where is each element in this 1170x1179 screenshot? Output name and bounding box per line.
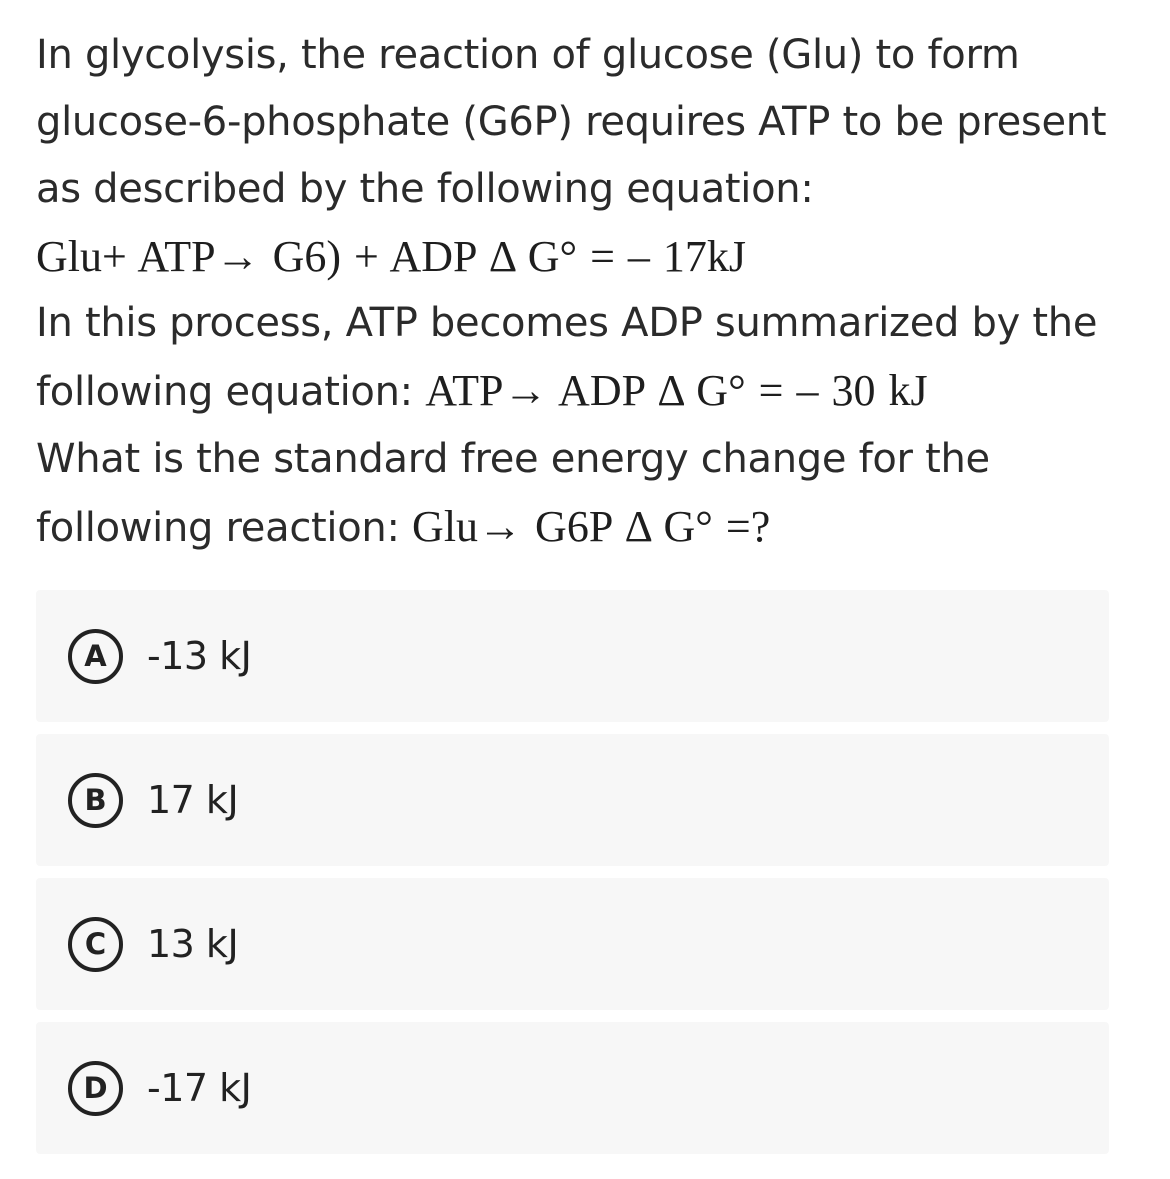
option-label: -17 kJ — [147, 1066, 252, 1110]
option-letter-badge: D — [68, 1061, 123, 1116]
option-a[interactable] — [36, 590, 1109, 722]
option-letter-badge: C — [68, 917, 123, 972]
question-line: What is the standard free energy change for the — [36, 436, 990, 482]
option-letter-badge: B — [68, 773, 123, 828]
equation-glu-g6p: Glu→ G6P Δ G° =? — [412, 502, 771, 551]
option-d[interactable] — [36, 1022, 1109, 1154]
option-label: -13 kJ — [147, 634, 252, 678]
option-label: 17 kJ — [147, 778, 239, 822]
option-letter-badge: A — [68, 629, 123, 684]
question-text-segment: following equation: — [36, 369, 426, 415]
question-text-segment: following reaction: — [36, 505, 413, 551]
answer-options — [36, 590, 1109, 1166]
question-line: In glycolysis, the reaction of glucose (Glu) to form — [36, 32, 1020, 78]
question-line-with-equation — [36, 493, 1126, 562]
question-line: In this process, ATP becomes ADP summarized by the — [36, 300, 1098, 346]
option-label: 13 kJ — [147, 922, 239, 966]
option-c[interactable] — [36, 878, 1109, 1010]
question-line: glucose-6-phosphate (G6P) requires ATP to be present — [36, 99, 1107, 145]
equation-atp-adp: ATP→ ADP Δ G° = – 30 kJ — [425, 366, 928, 415]
option-b[interactable] — [36, 734, 1109, 866]
question-line: as described by the following equation: — [36, 166, 814, 212]
question-line-with-equation — [36, 357, 1126, 426]
equation-glu-atp: Glu+ ATP→ G6) + ADP Δ G° = – 17kJ — [36, 232, 747, 281]
question-text — [36, 22, 1126, 562]
